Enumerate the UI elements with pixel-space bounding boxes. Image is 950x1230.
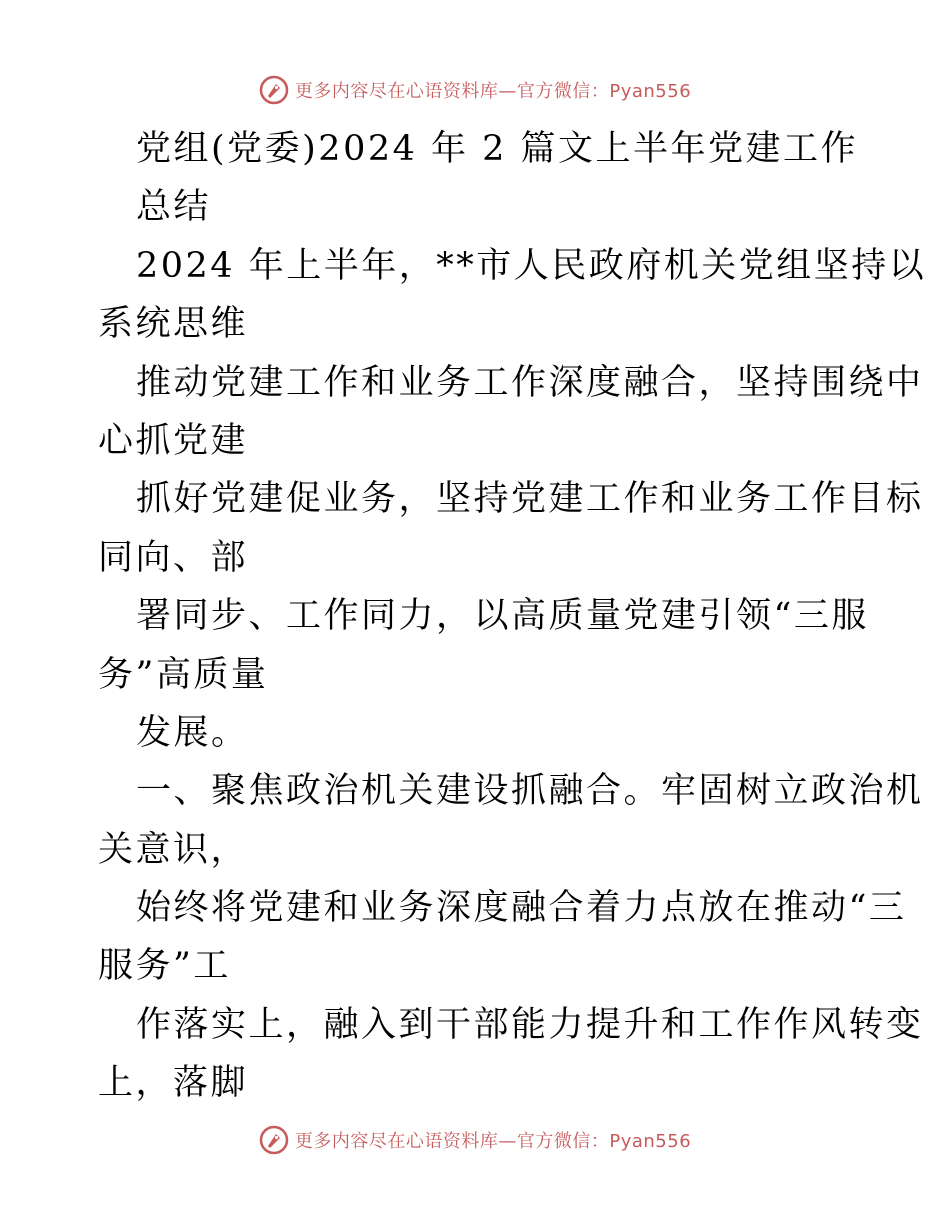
paragraph-line: 心抓党建 [98,420,249,461]
paragraph-line: 同向、部 [98,537,249,578]
paragraph-line: 发展。 [136,712,249,753]
paragraph-line: 推动党建工作和业务工作深度融合，坚持围绕中 [136,362,924,403]
watermark-header [0,70,950,110]
paragraph-line: 始终将党建和业务深度融合着力点放在推动“三 [136,888,907,929]
watermark-text: 更多内容尽在心语资料库—官方微信：Pyan556 [294,81,692,102]
title-line-1: 党组(党委)2024 年 2 篇文上半年党建工作 [136,129,859,169]
title-line-2: 总结 [136,187,212,228]
pen-nib-logo-icon [259,1125,289,1155]
paragraph-line: 2024 年上半年，**市人民政府机关党组坚持以 [136,245,927,286]
paragraph-line: 务”高质量 [98,654,269,695]
watermark-footer [0,1120,950,1160]
paragraph-line: 作落实上，融入到干部能力提升和工作作风转变 [136,1004,924,1045]
paragraph-line: 服务”工 [98,946,231,987]
paragraph-line: 署同步、工作同力，以高质量党建引领“三服 [136,596,869,637]
paragraph-line: 上，落脚 [98,1063,249,1104]
paragraph-line: 系统思维 [98,304,249,345]
document-body [98,120,927,1113]
paragraph-line: 关意识， [98,829,249,870]
paragraph-line: 一、聚焦政治机关建设抓融合。牢固树立政治机 [136,771,924,812]
pen-nib-logo-icon [259,75,289,105]
paragraph-line: 抓好党建促业务，坚持党建工作和业务工作目标 [136,479,924,520]
watermark-text: 更多内容尽在心语资料库—官方微信：Pyan556 [294,1131,692,1152]
